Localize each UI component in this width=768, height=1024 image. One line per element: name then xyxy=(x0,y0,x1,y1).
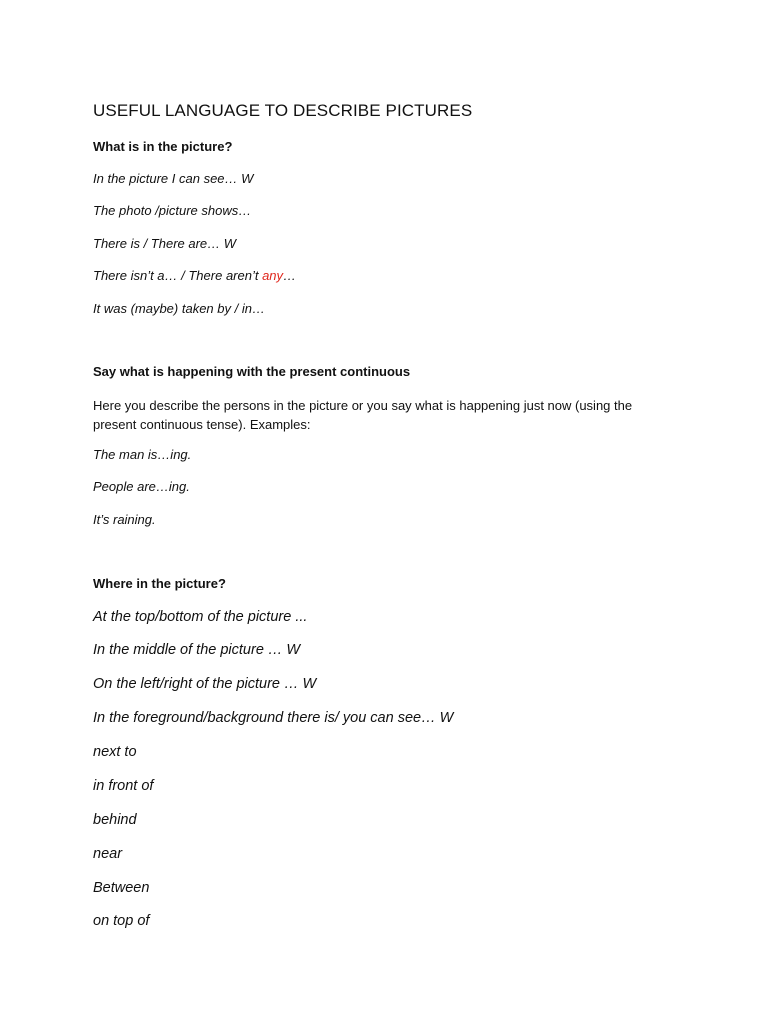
location-line: On the left/right of the picture … W xyxy=(93,676,317,692)
phrase-line: It was (maybe) taken by / in… xyxy=(93,301,265,316)
location-line: In the foreground/background there is/ you can see… W xyxy=(93,710,454,726)
location-line: near xyxy=(93,846,123,862)
phrase-line: There is / There are… W xyxy=(93,236,237,251)
example-line: People are…ing. xyxy=(93,479,190,494)
phrase-start: There isn’t a… / There aren’t xyxy=(93,268,263,283)
location-line: in front of xyxy=(93,778,154,794)
phrase-line: In the picture I can see… W xyxy=(93,171,254,186)
highlight-word: any xyxy=(262,268,284,283)
example-line: It’s raining. xyxy=(93,512,156,527)
phrase-line: The photo /picture shows… xyxy=(93,203,252,218)
location-line: At the top/bottom of the picture ... xyxy=(93,609,308,625)
location-line: behind xyxy=(93,812,137,828)
location-line: Between xyxy=(93,880,150,896)
example-line: The man is…ing. xyxy=(93,447,192,462)
document-title: USEFUL LANGUAGE TO DESCRIBE PICTURES xyxy=(93,101,473,120)
section-heading-where: Where in the picture? xyxy=(93,576,226,591)
location-line: next to xyxy=(93,744,137,760)
phrase-end: … xyxy=(283,268,297,283)
location-line: on top of xyxy=(93,913,150,929)
location-line: In the middle of the picture … W xyxy=(93,642,301,658)
phrase-line-any xyxy=(93,268,296,283)
section-heading-what: What is in the picture? xyxy=(93,139,233,154)
section-heading-present-continuous: Say what is happening with the present continuous xyxy=(93,364,411,379)
section-paragraph: Here you describe the persons in the picture or you say what is happening just now (using the present continuous tense). Examples: xyxy=(93,398,633,432)
